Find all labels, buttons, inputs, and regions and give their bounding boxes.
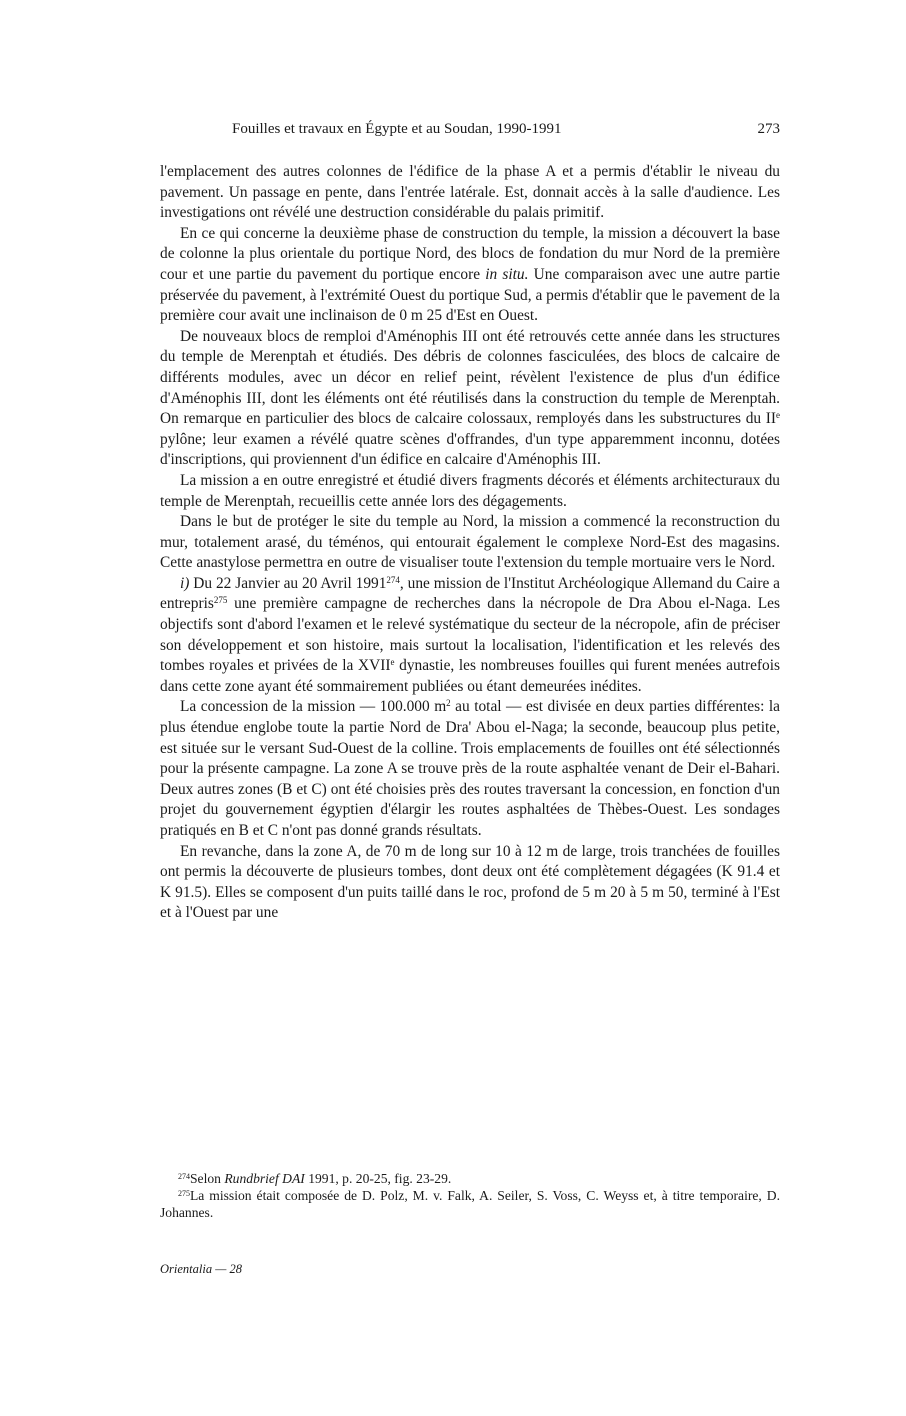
superscript: 2 — [446, 698, 451, 709]
paragraph-2: En ce qui concerne la deuxième phase de construction du temple, la mission a découvert la base de colonne la plus orientale du portique Nord, des blocs de fondation du mur Nord de la première cour et une partie du pavement du portique encore in situ. Une comparaison avec une autre partie préservée du pavement, à l'extrémité Ouest du portique Sud, a permis d'établir que le pavement de la première cour avait une inclinaison de 0 m 25 d'Est en Ouest. — [160, 224, 780, 325]
paragraph-8: En revanche, dans la zone A, de 70 m de long sur 10 à 12 m de large, trois tranchées de fouilles ont permis la découverte de plusieurs tombes, dont deux ont été complètement dégagées (K 91.4 et K 91.5). Elles se composent d'un puits taillé dans le roc, profond de 5 m 20 à 5 m 50, terminé à l'Est et à l'Ouest par une — [160, 842, 780, 922]
italic-phrase: in situ. — [485, 265, 529, 283]
page-number: 273 — [757, 121, 780, 137]
running-title: Fouilles et travaux en Égypte et au Soudan, 1990-1991 — [232, 121, 562, 137]
paragraph-4: La mission a en outre enregistré et étudié divers fragments décorés et éléments architecturaux du temple de Merenptah, recueillis cette année lors des dégagements. — [160, 471, 780, 510]
paragraph-7: La concession de la mission — 100.000 $m^2$ au total — est divisée en deux parties différentes: la plus étendue englobe toute la partie Nord de Dra' Abou el-Naga; la seconde, beaucoup plus petite, est située sur le versant Sud-Ouest de la colline. Trois emplacements de fouilles ont été sélectionnés pour la présente campagne. La zone A se trouve près de la route asphaltée venant de Deir el-Bahari. Deux autres zones (B et C) ont été choisies près des routes traversant la concession, en fonction d'un projet du gouvernement égyptien d'élargir les routes asphaltées de Thèbes-Ouest. Les sondages pratiqués en B et C n'ont pas donné grands résultats. — [160, 698, 781, 839]
paragraph-3: De nouveaux blocs de remploi d'Aménophis III ont été retrouvés cette année dans les structures du temple de Merenptah et étudiés. Des débris de colonnes fasciculées, des blocs de calcaire de différents modules, avec un décor en relief peint, révèlent l'existence de plus d'un édifice d'Aménophis III, dont les éléments ont été réutilisés dans la construction du temple de Merenptah. On remarque en particulier des blocs de calcaire colossaux, remployés dans les substructures du IIe pylône; leur examen a révélé quatre scènes d'offrandes, d'un type apparemment inconnu, dotées d'inscriptions, qui proviennent d'un édifice en calcaire d'Aménophis III. — [160, 327, 780, 469]
footnote-275: $^{275}$La mission était composée de D. Polz, M. v. Falk, A. Seiler, S. Voss, C. Weyss et, à titre temporaire, D. Johannes. — [160, 1188, 780, 1220]
body-text — [160, 162, 780, 924]
paragraph-5: Dans le but de protéger le site du temple au Nord, la mission a commencé la reconstruction du mur, totalement arasé, du téménos, qui entourait également le complexe Nord-Est des magasins. Cette anastylose permettra en outre de visualiser toute l'extension du temple mortuaire vers le Nord. — [160, 513, 780, 572]
footnote-ref-274[interactable]: 274 — [386, 574, 400, 585]
footnote-274: $^{274}$Selon Rundbrief DAI 1991, p. 20-25, fig. 23-29. — [178, 1171, 452, 1186]
footnote-ref-275[interactable]: 275 — [213, 595, 228, 606]
italic-title: Rundbrief DAI — [224, 1171, 305, 1186]
superscript: e — [390, 657, 395, 668]
footnote-number: 274 — [178, 1172, 190, 1181]
paragraph-1: l'emplacement des autres colonnes de l'édifice de la phase A et a permis d'établir le niveau du pavement. Un passage en pente, dans l'entrée latérale. Est, donnait accès à la salle d'audience. Les investigations ont révélé une destruction considérable du palais primitif. — [160, 163, 780, 222]
footnote-number: 275 — [178, 1189, 190, 1198]
section-marker: i) — [180, 574, 190, 592]
footnotes — [160, 1170, 780, 1221]
paragraph-6: i) Du 22 Janvier au 20 Avril 1991$^{274}$, une mission de l'Institut Archéologique Allemand du Caire a entrepris$^{275}$ une première campagne de recherches dans la nécropole de Dra Abou el-Naga. Les objectifs sont d'abord l'examen et le relevé systématique du secteur de la nécropole, afin de préciser son développement et son histoire, mais surtout la localisation, l'identification et les relevés des tombes royales et privées de la XVIIe dynastie, les nombreuses fouilles qui furent menées autrefois dans cette zone ayant été sommairement publiées ou étant demeurées inédites. — [160, 574, 780, 695]
superscript: e — [776, 410, 780, 421]
signature-mark: Orientalia — 28 — [160, 1262, 242, 1276]
